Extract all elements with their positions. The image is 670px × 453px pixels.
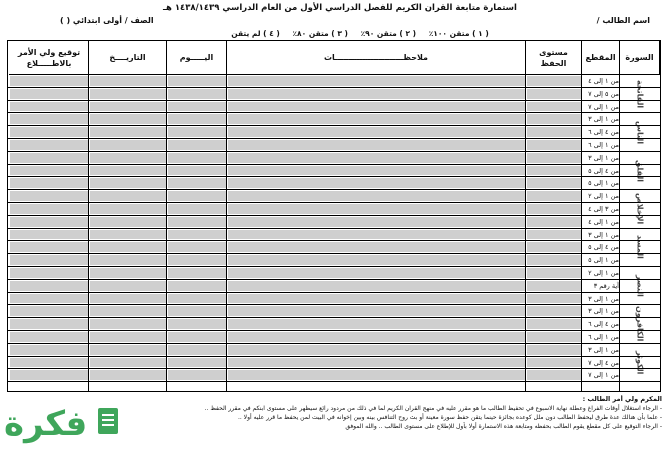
fill-cell[interactable] — [527, 332, 581, 342]
fill-cell[interactable] — [228, 306, 525, 316]
fill-cell[interactable] — [10, 332, 88, 342]
fill-cell[interactable] — [90, 140, 166, 150]
fill-cell[interactable] — [527, 242, 581, 252]
fill-cell[interactable] — [90, 191, 166, 201]
fill-cell[interactable] — [168, 153, 226, 163]
student-name-label: اسم الطالب / — [596, 16, 650, 25]
table-row — [8, 344, 660, 357]
fill-cell[interactable] — [168, 89, 226, 99]
fill-cell[interactable] — [527, 127, 581, 137]
fill-cell[interactable] — [10, 140, 88, 150]
fill-cell[interactable] — [228, 230, 525, 240]
legend-item: ( ٣ ) متقن ٨٠٪ — [292, 29, 348, 38]
fill-cell[interactable] — [90, 255, 166, 265]
surah-label: الفلق — [635, 159, 645, 182]
fill-cell[interactable] — [90, 332, 166, 342]
fill-cell[interactable] — [527, 153, 581, 163]
table-row — [8, 241, 660, 254]
fill-cell[interactable] — [10, 230, 88, 240]
segment-cell: من ١ إلى ٤ — [588, 217, 619, 226]
segment-cell: من ٤ إلى ٦ — [588, 320, 619, 329]
segment-cell: من ٣ إلى ٤ — [588, 205, 619, 213]
fill-cell[interactable] — [228, 268, 525, 278]
fill-cell[interactable] — [90, 153, 166, 163]
table-row — [8, 75, 660, 88]
fill-cell[interactable] — [90, 294, 166, 304]
column-divider — [166, 41, 167, 391]
fill-cell[interactable] — [90, 76, 166, 86]
fill-cell[interactable] — [527, 268, 581, 278]
fill-cell[interactable] — [168, 127, 226, 137]
fill-cell[interactable] — [90, 178, 166, 188]
legend-item: ( ٤ ) لم يتقن — [231, 29, 280, 38]
header-signature: توقيع ولي الأمر بالاطـــــلاع — [9, 41, 89, 75]
fill-cell[interactable] — [228, 217, 525, 227]
note-line: - الرجاء التوقيع على كل مقطع يقوم الطالب بحفظه ومتابعة هذه الاستمارة أولا بأول للإطلاع على مستوى الطالب .. والله الموفق — [345, 423, 662, 430]
fill-cell[interactable] — [228, 89, 525, 99]
surah-label: الإخلاص — [635, 193, 645, 225]
fill-cell[interactable] — [168, 140, 226, 150]
table-row — [8, 113, 660, 126]
table-row — [8, 139, 660, 152]
table-row — [8, 318, 660, 331]
document-icon — [98, 408, 118, 434]
fill-cell[interactable] — [168, 242, 226, 252]
fill-cell[interactable] — [228, 102, 525, 112]
segment-cell: من ١ إلى ٢ — [588, 192, 619, 201]
segment-cell: آية رقم ٣ — [593, 281, 619, 290]
fill-cell[interactable] — [228, 370, 525, 380]
fill-cell[interactable] — [228, 294, 525, 304]
fill-cell[interactable] — [228, 281, 525, 291]
fill-cell[interactable] — [10, 114, 88, 124]
fill-cell[interactable] — [10, 242, 88, 252]
surah-label: الناس — [635, 120, 645, 144]
fill-cell[interactable] — [90, 230, 166, 240]
column-divider — [525, 41, 526, 391]
note-line: - الرجاء استغلال أوقات الفراغ وعطلة نهاية الاسبوع في تحفيظ الطالب ما هو مقرر عليه في منهج القران الكريم لما في ذلك من مردود رائع سيظهر على مستوى ابنكم في مقرر الحفظ .. — [204, 405, 662, 412]
fill-cell[interactable] — [168, 204, 226, 214]
fill-cell[interactable] — [10, 166, 88, 176]
surah-label: الفاتحة — [635, 79, 645, 108]
table-row — [8, 293, 660, 306]
memorization-table — [7, 40, 661, 392]
fill-cell[interactable] — [168, 294, 226, 304]
fill-cell[interactable] — [168, 319, 226, 329]
fill-cell[interactable] — [168, 332, 226, 342]
fill-cell[interactable] — [527, 166, 581, 176]
fill-cell[interactable] — [228, 191, 525, 201]
fill-cell[interactable] — [527, 230, 581, 240]
fill-cell[interactable] — [10, 370, 88, 380]
fill-cell[interactable] — [228, 153, 525, 163]
fill-cell[interactable] — [90, 204, 166, 214]
fill-cell[interactable] — [168, 102, 226, 112]
segment-cell: من ٥ إلى ٧ — [588, 89, 619, 98]
fill-cell[interactable] — [90, 358, 166, 368]
segment-cell: من ١ إلى ٣ — [588, 115, 619, 124]
fill-cell[interactable] — [10, 191, 88, 201]
fill-cell[interactable] — [228, 178, 525, 188]
table-row — [8, 331, 660, 344]
fill-cell[interactable] — [168, 358, 226, 368]
table-row — [8, 126, 660, 139]
segment-cell: من ١ إلى ٥ — [588, 179, 619, 188]
segment-cell: من ١ إلى ٣ — [588, 153, 619, 162]
fill-cell[interactable] — [90, 319, 166, 329]
form-title: استمارة متابعة القران الكريم للفصل الدراسي الأول من العام الدراسي ١٤٣٨/١٤٣٩ هـ — [163, 3, 517, 13]
segment-cell: من ١ إلى ٥ — [588, 256, 619, 265]
segment-cell: من ١ إلى ٧ — [588, 102, 619, 111]
table-row — [8, 254, 660, 267]
table-row — [8, 305, 660, 318]
header-surah: السورة — [620, 41, 660, 75]
fill-cell[interactable] — [10, 102, 88, 112]
table-row — [8, 267, 660, 280]
column-divider — [226, 41, 227, 391]
fill-cell[interactable] — [228, 140, 525, 150]
parent-salutation: المكرم ولي أمر الطالب : — [582, 395, 662, 403]
segment-cell: من ١ إلى ٤ — [588, 77, 619, 85]
class-label: الصف / أولى ابتدائي ( ) — [60, 16, 154, 25]
surah-label: المسد — [635, 235, 645, 260]
segment-cell: من ١ إلى ٣ — [588, 294, 619, 303]
surah-label: النصر — [635, 274, 645, 297]
fill-cell[interactable] — [168, 255, 226, 265]
fill-cell[interactable] — [527, 191, 581, 201]
segment-cell: من ١ إلى ٦ — [588, 141, 619, 149]
fill-cell[interactable] — [228, 319, 525, 329]
site-logo — [0, 402, 122, 450]
fill-cell[interactable] — [228, 345, 525, 355]
legend-item: ( ٢ ) متقن ٩٠٪ — [360, 29, 417, 38]
fill-cell[interactable] — [527, 89, 581, 99]
table-row — [8, 357, 660, 370]
note-line: - علما بأن هنالك عدة طرق ليحفظ الطالب دون ملل كوعده بجائزة حينما يتقن حفظ سورة معينة أو بث روح التنافس بينه وبين إخوانه في البيت لمن يحفظ ما قرر عليه أولا .. — [237, 414, 662, 421]
fill-cell[interactable] — [527, 294, 581, 304]
fill-cell[interactable] — [228, 255, 525, 265]
segment-cell: من ٤ إلى ٥ — [588, 243, 619, 252]
fill-cell[interactable] — [168, 191, 226, 201]
fill-cell[interactable] — [228, 204, 525, 214]
fill-cell[interactable] — [90, 306, 166, 316]
fill-cell[interactable] — [90, 345, 166, 355]
table-row — [8, 280, 660, 293]
logo-text: فكرة — [4, 404, 88, 444]
fill-cell[interactable] — [10, 76, 88, 86]
fill-cell[interactable] — [527, 204, 581, 214]
surah-label: الكوثر — [635, 350, 645, 375]
column-divider — [619, 41, 620, 391]
fill-cell[interactable] — [527, 114, 581, 124]
segment-cell: من ٤ إلى ٦ — [588, 128, 619, 137]
table-row — [8, 177, 660, 190]
header-date: التاريــــخ — [89, 41, 167, 75]
fill-cell[interactable] — [90, 370, 166, 380]
fill-cell[interactable] — [168, 230, 226, 240]
fill-cell[interactable] — [168, 281, 226, 291]
segment-cell: من ١ إلى ٦ — [588, 333, 619, 341]
fill-cell[interactable] — [168, 114, 226, 124]
fill-cell[interactable] — [527, 140, 581, 150]
fill-cell[interactable] — [10, 306, 88, 316]
fill-cell[interactable] — [168, 306, 226, 316]
segment-cell: من ١ إلى ٢ — [588, 269, 619, 277]
fill-cell[interactable] — [228, 127, 525, 137]
fill-cell[interactable] — [527, 345, 581, 355]
fill-cell[interactable] — [228, 166, 525, 176]
fill-cell[interactable] — [10, 281, 88, 291]
segment-cell: من ١ إلى ٣ — [588, 307, 619, 316]
fill-cell[interactable] — [90, 102, 166, 112]
fill-cell[interactable] — [168, 217, 226, 227]
fill-cell[interactable] — [527, 306, 581, 316]
fill-cell[interactable] — [90, 268, 166, 278]
fill-cell[interactable] — [527, 255, 581, 265]
table-row — [8, 152, 660, 165]
fill-cell[interactable] — [10, 217, 88, 227]
fill-cell[interactable] — [527, 319, 581, 329]
fill-cell[interactable] — [10, 268, 88, 278]
header-level: مستوى الحفظ — [526, 41, 582, 75]
header-notes: ملاحظـــــــــــــــــــــــــات — [227, 41, 526, 75]
fill-cell[interactable] — [10, 345, 88, 355]
fill-cell[interactable] — [10, 153, 88, 163]
table-row — [8, 190, 660, 203]
fill-cell[interactable] — [10, 255, 88, 265]
fill-cell[interactable] — [527, 358, 581, 368]
fill-cell[interactable] — [168, 166, 226, 176]
table-row — [8, 88, 660, 101]
fill-cell[interactable] — [10, 178, 88, 188]
fill-cell[interactable] — [10, 319, 88, 329]
segment-cell: من ٤ إلى ٥ — [588, 166, 619, 175]
fill-cell[interactable] — [168, 268, 226, 278]
fill-cell[interactable] — [10, 89, 88, 99]
segment-cell: من ١ إلى ٣ — [588, 345, 619, 354]
table-row — [8, 369, 660, 382]
segment-cell: من ٤ إلى ٧ — [588, 358, 619, 367]
fill-cell[interactable] — [90, 89, 166, 99]
fill-cell[interactable] — [10, 127, 88, 137]
fill-cell[interactable] — [10, 358, 88, 368]
header-day: اليـــــوم — [167, 41, 227, 75]
fill-cell[interactable] — [228, 114, 525, 124]
fill-cell[interactable] — [90, 242, 166, 252]
table-row — [8, 229, 660, 242]
column-divider — [581, 41, 582, 391]
fill-cell[interactable] — [168, 345, 226, 355]
fill-cell[interactable] — [527, 76, 581, 86]
fill-cell[interactable] — [228, 76, 525, 86]
table-row — [8, 165, 660, 178]
segment-cell: من ١ إلى ٧ — [588, 371, 619, 380]
table-row — [8, 101, 660, 114]
fill-cell[interactable] — [168, 370, 226, 380]
fill-cell[interactable] — [90, 114, 166, 124]
grade-legend — [220, 29, 500, 38]
fill-cell[interactable] — [90, 127, 166, 137]
table-row — [8, 203, 660, 216]
fill-cell[interactable] — [90, 166, 166, 176]
column-divider — [88, 41, 89, 391]
table-row — [8, 216, 660, 229]
fill-cell[interactable] — [10, 294, 88, 304]
fill-cell[interactable] — [228, 242, 525, 252]
fill-cell[interactable] — [527, 281, 581, 291]
fill-cell[interactable] — [168, 76, 226, 86]
fill-cell[interactable] — [90, 217, 166, 227]
surah-label: الكافرون — [635, 306, 645, 342]
fill-cell[interactable] — [228, 332, 525, 342]
fill-cell[interactable] — [168, 178, 226, 188]
fill-cell[interactable] — [527, 178, 581, 188]
fill-cell[interactable] — [90, 281, 166, 291]
segment-cell: من ١ إلى ٣ — [588, 230, 619, 239]
fill-cell[interactable] — [527, 370, 581, 380]
fill-cell[interactable] — [10, 204, 88, 214]
fill-cell[interactable] — [228, 358, 525, 368]
legend-item: ( ١ ) متقن ١٠٠٪ — [428, 29, 489, 38]
fill-cell[interactable] — [527, 102, 581, 112]
fill-cell[interactable] — [527, 217, 581, 227]
header-segment: المقطع — [582, 41, 620, 75]
